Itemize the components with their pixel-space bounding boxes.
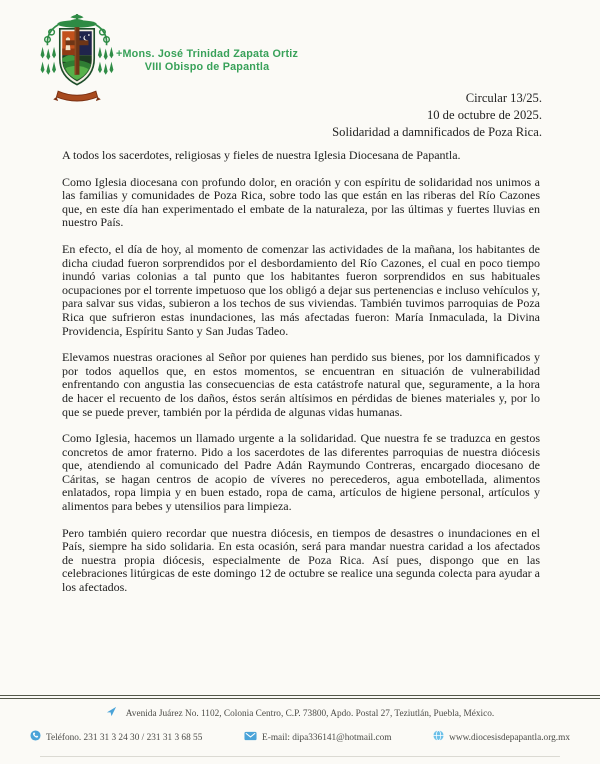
- paragraph: Como Iglesia diocesana con profundo dolor, en oración y con espíritu de solidaridad nos unimos a las familias y comunidades de Poza Rica, sobre todo las que están en las riberas del Río Cazones que, en este día han experimentado el embate de la naturaleza, por las últimas y fuertes lluvias en nuestro País.: [62, 174, 540, 230]
- footer-website: [433, 730, 570, 745]
- salutation: A todos los sacerdotes, religiosas y fieles de nuestra Iglesia Diocesana de Papantla.: [62, 148, 461, 162]
- letterhead-bishop-block: [112, 48, 302, 74]
- circular-number: Circular 13/25.: [465, 91, 542, 105]
- phone-icon: [30, 730, 41, 745]
- coat-of-arms-graphic: [36, 12, 118, 108]
- footer-phone: [30, 730, 202, 745]
- circular-heading: [332, 90, 542, 141]
- paragraph: En efecto, el día de hoy, al momento de comenzar las actividades de la mañana, los habitantes de dicha ciudad fueron sorprendidos por el desbordamiento del Río Cazones, el cual en poco tiempo inundó varias colonias a tal punto que los habitantes fueron sorprendidos en sus habituales ocupaciones por el torrente impetuoso que los obligó a dejar sus pertenencias e incluso vehículos y, para salvar sus vidas, subieron a los techos de sus viviendas. También tuvimos parroquias de Poza Rica que sufrieron estas inundaciones, las más afectadas fueron: María Inmaculada, la Divina Providencia, Espíritu Santo y San Judas Tadeo.: [62, 241, 540, 338]
- globe-icon: [433, 730, 444, 745]
- footer-divider: [0, 695, 600, 699]
- page-scan-edge: [40, 756, 560, 757]
- paragraph: Elevamos nuestras oraciones al Señor por quienes han perdido sus bienes, por los damnificados y por todos aquellos que, en estos momentos, se encuentran en situación de vulnerabilidad enfrentando con angustia las consecuencias de esta catástrofe natural que, seguramente, a la hora de hacer el recuento de los daños, éstos serán altísimos en pérdidas de bienes materiales y, por lo que se puede prever, también por la pérdida de algunas vidas humanas.: [62, 350, 540, 419]
- bishop-title: VIII Obispo de Papantla: [144, 61, 270, 73]
- address-text: Avenida Juárez No. 1102, Colonia Centro, C.P. 73800, Apdo. Postal 27, Teziutlán, Puebla, México.: [125, 708, 495, 719]
- circular-subject: Solidaridad a damnificados de Poza Rica.: [332, 125, 542, 139]
- footer-email: [244, 731, 391, 745]
- paragraph: Como Iglesia, hacemos un llamado urgente a la solidaridad. Que nuestra fe se traduzca en gestos concretos de amor fraterno. Pido a los sacerdotes de las diferentes parroquias de nuestra diócesis que, atendiendo al comunicado del Padre Adán Raymundo Contreras, encargado diocesano de Cáritas, se hagan centros de acopio de víveres no perecederos, agua embotellada, alimentos enlatados, ropa limpia y en buen estado, ropa de cama, artículos de higiene personal, artículos y alimentos para bebes y utensilios para limpieza.: [62, 431, 540, 514]
- footer: [28, 706, 572, 745]
- letter-body: [62, 149, 540, 608]
- diocese-coat-of-arms: [36, 12, 118, 108]
- paragraph: Pero también quiero recordar que nuestra diócesis, en tiempos de desastres o inundaciones en el País, siempre ha sido solidaria. En esta ocasión, será para mandar nuestra caridad a los afectados de nuestra propia diócesis, especialmente de Poza Rica. Así pues, dispongo que en las celebraciones litúrgicas de este domingo 12 de octubre se realice una segunda colecta para ayudar a los afectados.: [62, 525, 540, 595]
- email-icon: [244, 731, 257, 745]
- circular-date: 10 de octubre de 2025.: [426, 108, 542, 122]
- phone-text: Teléfono. 231 31 3 24 30 / 231 31 3 68 55: [46, 732, 203, 743]
- location-icon: [106, 706, 117, 721]
- email-text: E-mail: dipa336141@hotmail.com: [262, 732, 392, 743]
- website-text: www.diocesisdepapantla.org.mx: [449, 732, 570, 743]
- bishop-name: +Mons. José Trinidad Zapata Ortiz: [115, 48, 299, 60]
